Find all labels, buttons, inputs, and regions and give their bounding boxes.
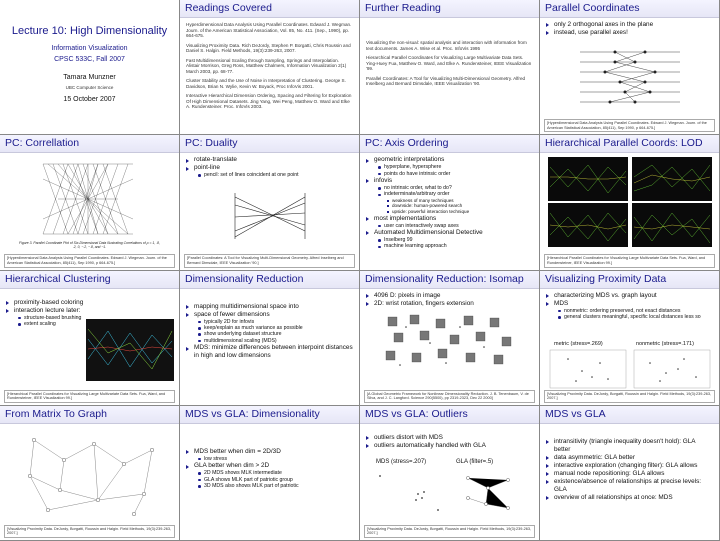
citation: [Hyperdimensional Data Analysis Using Parallel Coordinates. Edward J. Wegman. Journ. of the American Statistical Association, 85(411), Sep 1990, p 664-675.] xyxy=(4,254,175,267)
slide-pc-axis-ordering[interactable] xyxy=(360,135,540,270)
bullet: geometric interpretations xyxy=(374,156,539,164)
slide-heading: Hierarchical Clustering xyxy=(0,271,179,289)
slide-heading: Further Reading xyxy=(360,0,539,18)
reading-ref: Visualizing the non-visual: spatial analysis and interaction with information from text documents. James A. Wise et al. Proc. InfoVis 1995 xyxy=(366,40,527,51)
lecture-title: Lecture 10: High Dimensionality xyxy=(11,25,168,37)
outlier-plots-figure xyxy=(368,468,532,516)
slide-hierarchical-clustering[interactable] xyxy=(0,271,180,406)
citation: [A Global Geometric Framework for Nonlinear Dimensionality Reduction. J. B. Tenenbaum, V. de Silva, and J. C. Langford. Science 290(5500), pp 2319-2323, Dec 22 2000] xyxy=(364,390,535,403)
reading-ref: Hyperdimensional Data Analysis Using Parallel Coordinates. Edward J. Wegman. Journ. of the American Statistical Association, Vol. 85, No. 411. (Sep., 1990), pp. 664-675. xyxy=(186,22,352,38)
cluster-figure xyxy=(86,319,174,381)
slide-heading: Parallel Coordinates xyxy=(540,0,719,18)
slide-title[interactable] xyxy=(0,0,180,135)
slide-dimensionality-reduction[interactable] xyxy=(180,271,360,406)
bullet: proximity-based coloring xyxy=(14,299,179,307)
sub-bullet: general clusters meaningful, specific local distances less so xyxy=(564,314,713,320)
sub-sub-bullet: downside: human-powered search xyxy=(392,203,539,209)
slide-pc-duality[interactable] xyxy=(180,135,360,270)
bullet: rotate-translate xyxy=(194,156,359,164)
date: 15 October 2007 xyxy=(63,96,116,103)
bullet: instead, use parallel axes! xyxy=(554,29,719,37)
hierarchical-pc-figure xyxy=(548,157,712,247)
slide-heading: Hierarchical Parallel Coords: LOD xyxy=(540,135,719,153)
sub-bullet: hyperplane, hypersphere xyxy=(384,164,539,170)
bullet: only 2 orthogonal axes in the plane xyxy=(554,21,719,29)
slide-heading: MDS vs GLA xyxy=(540,406,719,424)
bullet: MDS better when dim = 2D/3D xyxy=(194,448,359,456)
sub-bullet: 2D MDS shows MLK intermediate xyxy=(204,470,359,476)
sub-bullet: 3D MDS also shows MLK part of patriotic xyxy=(204,483,359,489)
bullet: outliers automatically handled with GLA xyxy=(374,442,539,450)
sub-bullet: GLA shows MLK part of patriotic group xyxy=(204,477,359,483)
bullet: interactive exploration (changing filter): GLA allows xyxy=(554,462,711,470)
slide-heading: MDS vs GLA: Outliers xyxy=(360,406,539,424)
citation: [Hierarchical Parallel Coordinates for Visualizing Large Multivariate Data Sets. Fua, Ward, and Rundensteiner, IEEE Visualization 99.] xyxy=(4,390,175,403)
slide-heading: Dimensionality Reduction: Isomap xyxy=(360,271,539,289)
bullet: outliers distort with MDS xyxy=(374,434,539,442)
slide-further-reading[interactable] xyxy=(360,0,540,135)
bullet: 4096 D: pixels in image xyxy=(374,292,539,300)
bullet: mapping multidimensional space into xyxy=(194,303,359,311)
sub-bullet: Inselberg 99 xyxy=(384,237,539,243)
slide-heading: PC: Axis Ordering xyxy=(360,135,539,153)
bullet: space of fewer dimensions xyxy=(194,311,359,319)
slide-isomap[interactable] xyxy=(360,271,540,406)
bullet: GLA better when dim > 2D xyxy=(194,462,359,470)
slide-heading: Dimensionality Reduction xyxy=(180,271,359,289)
reading-ref: Fast Multidimensional Scaling through Sampling, Springs and Interpolation. Alistair Morrison, Greg Ross, Matthew Chalmers, Information Visualization 2(1) March 2003, pp. 68-77. xyxy=(186,57,347,74)
sub-bullet: multidimensional scaling (MDS) xyxy=(204,338,359,344)
slide-pc-correlation[interactable] xyxy=(0,135,180,270)
slide-heading: MDS vs GLA: Dimensionality xyxy=(180,406,359,424)
slide-mds-vs-gla[interactable] xyxy=(540,406,720,541)
sub-bullet: show underlying dataset structure xyxy=(204,331,359,337)
bullet: MDS: minimize differences between interpoint distances in high and low dimensions xyxy=(194,344,353,360)
slide-mds-gla-outliers[interactable] xyxy=(360,406,540,541)
correlation-figure xyxy=(38,159,138,239)
duality-figure xyxy=(230,191,310,243)
mds-plots-figure xyxy=(548,349,712,389)
bullet: point-line xyxy=(194,164,359,172)
bullet: 2D: wrist rotation, fingers extension xyxy=(374,300,539,308)
sub-bullet: pencil: set of lines coincident at one point xyxy=(204,172,359,178)
sub-sub-bullet: weakness of many techniques xyxy=(392,198,539,204)
slide-matrix-to-graph[interactable] xyxy=(0,406,180,541)
sub-bullet: no intrinsic order, what to do? xyxy=(384,185,539,191)
plot-label-mds: MDS (stress=.207) xyxy=(376,458,427,465)
reading-ref: Parallel Coordinates: A Tool for Visualizing Multi-Dimensional Geometry. Alfred Inselberg and Bernard Dimsdale, IEEE Visualization '90. xyxy=(366,75,526,86)
sub-bullet: keep/explain as much variance as possible xyxy=(204,325,359,331)
citation: [Hierarchical Parallel Coordinates for Visualizing Large Multivariate Data Sets. Fua, Ward, and Rundensteiner, IEEE Visualization 99.] xyxy=(544,254,715,267)
slide-heading: PC: Duality xyxy=(180,135,359,153)
parallel-axes-figure xyxy=(575,44,685,112)
slide-visualizing-proximity-data[interactable] xyxy=(540,271,720,406)
slide-hierarchical-pc-lod[interactable] xyxy=(540,135,720,270)
citation: [Hyperdimensional Data Analysis Using Parallel Coordinates. Edward J. Wegman. Journ. of the American Statistical Association, 85(411), Sep 1990, p 664-675.] xyxy=(544,119,715,132)
bullet: MDS xyxy=(554,300,719,308)
citation: [Visualizing Proximity Data. DeJordy, Borgatti, Roussin and Halgin. Field Methods, 19(3):239-263, 2007.] xyxy=(4,525,175,538)
bullet: overview of all relationships at once: MDS xyxy=(554,494,711,502)
sub-sub-bullet: upside: powerful interaction technique xyxy=(392,209,539,215)
citation: [Visualizing Proximity Data. DeJordy, Borgatti, Roussin and Halgin. Field Methods, 19(3):239-263, 2007.] xyxy=(544,390,715,403)
plot-label-nonmetric: nonmetric (stress=.171) xyxy=(636,340,694,347)
bullet: existence/absence of relationships at precise levels: GLA xyxy=(554,478,711,494)
sub-bullet: low stress xyxy=(204,456,359,462)
slide-heading: From Matrix To Graph xyxy=(0,406,179,424)
reading-ref: Visualizing Proximity Data. Rich DeJordy, Stephen P. Borgatti, Chris Roussin and Daniel S. Halgin. Field Methods, 19(3):239-263, 2007. xyxy=(186,42,351,53)
slide-parallel-coordinates[interactable] xyxy=(540,0,720,135)
sub-bullet: typically 2D for infovis xyxy=(204,319,359,325)
bullet: Automated Multidimensional Detective xyxy=(374,229,539,237)
department: UBC Computer Science xyxy=(65,85,114,90)
citation: [Visualizing Proximity Data. DeJordy, Borgatti, Roussin and Halgin. Field Methods, 19(3):239-263, 2007.] xyxy=(364,525,535,538)
bullet: intransitivity (triangle inequality doesn't hold): GLA better xyxy=(554,438,711,454)
reading-ref: Cluster Stability and the Use of Noise in Interpretation of Clustering. George S. Davidson, Brian N. Wylie, Kevin W. Boyack, Proc InfoVis 2001. xyxy=(186,78,346,89)
slide-mds-gla-dimensionality[interactable] xyxy=(180,406,360,541)
reading-ref: Interactive Hierarchical Dimension Ordering, Spacing and Filtering for Exploration Of High Dimensional Datasets. Jing Yang, Wei Peng, Matthew O. Ward and Elke A. Rundensteiner. Proc. InfoVis 2003. xyxy=(186,93,352,109)
reading-ref: Hierarchical Parallel Coordinates for Visualizing Large Multivariate Data Sets. Ying-Huey Fua, Matthew O. Ward, and Elke A. Rundensteiner, IEEE Visualization '99. xyxy=(366,55,532,71)
figure-caption: Figure 3. Parallel Coordinate Plot of Six-Dimensional Data Illustrating Correlations of ρ = 1, .8, .2, 0, −.2, −.8, and −1. xyxy=(19,241,160,250)
bullet: most implementations xyxy=(374,215,539,223)
slide-heading: Readings Covered xyxy=(180,0,359,18)
slide-readings[interactable] xyxy=(180,0,360,135)
bullet: infovis xyxy=(374,177,539,185)
bullet: characterizing MDS vs. graph layout xyxy=(554,292,719,300)
bullet: data asymmetric: GLA better xyxy=(554,454,711,462)
matrix-graph-figure xyxy=(14,430,166,518)
plot-label-gla: GLA (filter=.5) xyxy=(456,458,494,465)
bullet: interaction lecture later: xyxy=(14,307,179,315)
slide-heading: Visualizing Proximity Data xyxy=(540,271,719,289)
sub-bullet: points do have intrinsic order xyxy=(384,171,539,177)
sub-bullet: indeterminate/arbitrary order xyxy=(384,191,539,197)
sub-bullet: structure-based brushing xyxy=(24,315,179,321)
author: Tamara Munzner xyxy=(63,74,116,81)
sub-bullet: user can interactively swap axes xyxy=(384,223,539,229)
bullet: manual node repositioning: GLA allows xyxy=(554,470,711,478)
citation: [Parallel Coordinates: A Tool for Visualizing Multi-Dimensional Geometry. Alfred Inselberg and Bernard Dimsdale, IEEE Visualization '90.] xyxy=(184,254,355,267)
isomap-figure xyxy=(380,313,520,373)
course-code: CPSC 533C, Fall 2007 xyxy=(54,56,125,63)
slide-heading: PC: Correllation xyxy=(0,135,179,153)
course-name: Information Visualization xyxy=(51,45,128,52)
plot-label-metric: metric (stress=.269) xyxy=(554,340,603,347)
sub-bullet: extent scaling xyxy=(24,321,179,327)
sub-bullet: machine learning approach xyxy=(384,243,539,249)
sub-bullet: nonmetric: ordering preserved, not exact distances xyxy=(564,308,713,314)
